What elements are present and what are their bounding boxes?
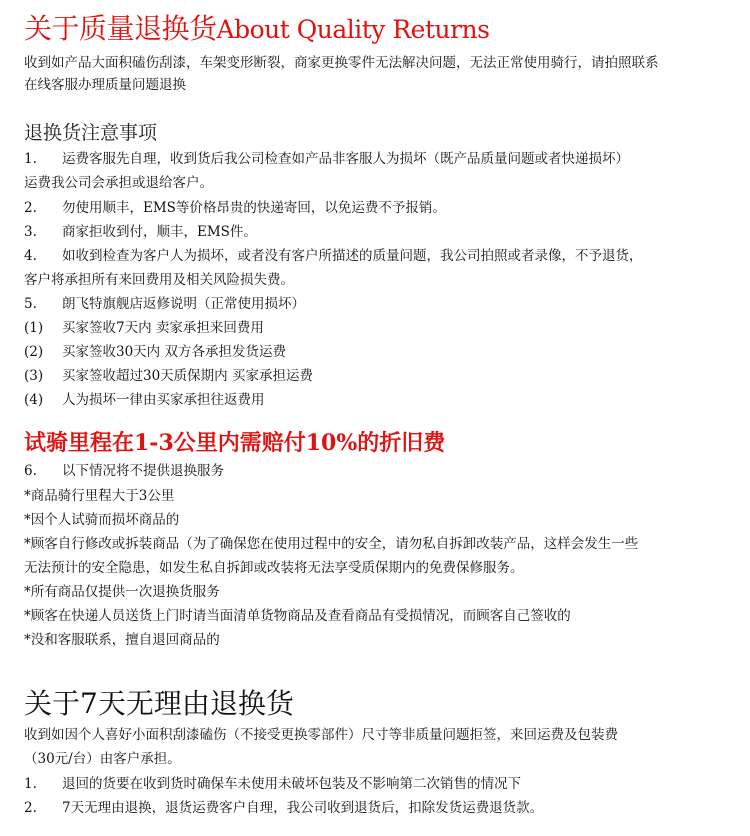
- intro-line-2: 在线客服办理质量问题退换: [24, 77, 186, 93]
- note-text: 买家签收30天内 双方各承担发货运费: [62, 344, 286, 360]
- note-text: 勿使用顺丰，EMS等价格昂贵的快递寄回，以免运费不予报销。: [62, 200, 446, 216]
- note-text: 朗飞特旗舰店返修说明（正常使用损坏）: [62, 296, 305, 312]
- note-text: 买家签收超过30天质保期内 买家承担运费: [62, 368, 313, 384]
- note-line: [24, 317, 264, 339]
- note-text: 人为损坏一律由买家承担往返费用: [62, 392, 265, 408]
- page-title: [24, 10, 489, 49]
- note-number: (4): [24, 392, 44, 408]
- note-number: 1.: [24, 151, 37, 167]
- note-line: [24, 245, 643, 267]
- note-text: 客户将承担所有来回费用及相关风险损失费。: [24, 272, 294, 288]
- exclusion-text: 以下情况将不提供退换服务: [62, 463, 224, 479]
- seven-day-heading: 关于7天无理由退换货: [24, 687, 294, 720]
- note-line: [24, 365, 313, 387]
- seven-day-line: （30元/台）由客户承担。: [24, 751, 181, 767]
- note-line: [24, 221, 257, 243]
- exclusion-line: *没和客服联系，擅自退回商品的: [24, 632, 220, 648]
- title-en: About Quality Returns: [216, 15, 490, 44]
- note-text: 运费客服先自理，收到货后我公司检查如产品非客服人为损坏（既产品质量问题或者快递损坏）: [62, 151, 629, 167]
- exclusion-line: *顾客自行修改或拆装商品（为了确保您在使用过程中的安全，请勿私自拆卸改装产品，这样会发生一些: [24, 536, 639, 552]
- note-text: 商家拒收到付，顺丰，EMS件。: [62, 224, 257, 240]
- title-zh: 关于质量退换货: [24, 12, 217, 45]
- exclusion-line: *所有商品仅提供一次退换货服务: [24, 584, 220, 600]
- note-line: [24, 293, 305, 315]
- exclusion-line: *因个人试骑而损坏商品的: [24, 512, 180, 528]
- note-text: 如收到检查为客户人为损坏，或者没有客户所描述的质量问题，我公司拍照或者录像，不予退货，: [62, 248, 643, 264]
- seven-day-text: 退回的货要在收到货时确保车未使用未破坏包装及不影响第二次销售的情况下: [62, 776, 521, 792]
- seven-day-number: 1.: [24, 776, 37, 792]
- notes-heading: 退换货注意事项: [24, 122, 158, 144]
- note-number: 3.: [24, 224, 37, 240]
- seven-day-line: [24, 797, 543, 819]
- note-number: (2): [24, 344, 44, 360]
- intro-line-1: 收到如产品大面积磕伤刮漆，车架变形断裂，商家更换零件无法解决问题，无法正常使用骑行，请拍照联系: [24, 55, 659, 71]
- seven-day-line: 收到如因个人喜好小面积刮漆磕伤（不接受更换零部件）尺寸等非质量问题拒签，来回运费及包装费: [24, 727, 618, 743]
- exclusion-line: *顾客在快递人员送货上门时请当面清单货物商品及查看商品有受损情况，而顾客自己签收的: [24, 608, 571, 624]
- seven-day-line: [24, 773, 521, 795]
- note-text: 买家签收7天内 卖家承担来回费用: [62, 320, 264, 336]
- note-line: [24, 197, 446, 219]
- note-line: [24, 172, 213, 194]
- note-line: [24, 389, 265, 411]
- note-number: (3): [24, 368, 44, 384]
- seven-day-number: 2.: [24, 800, 37, 816]
- note-text: 运费我公司会承担或退给客户。: [24, 175, 213, 191]
- note-line: [24, 341, 286, 363]
- note-number: 2.: [24, 200, 37, 216]
- mileage-heading: 试骑里程在1-3公里内需赔付10%的折旧费: [24, 430, 446, 456]
- exclusion-line: 无法预计的安全隐患，如发生私自拆卸或改装将无法享受质保期内的免费保修服务。: [24, 560, 524, 576]
- exclusion-line: [24, 460, 224, 482]
- exclusion-line: *商品骑行里程大于3公里: [24, 488, 175, 504]
- exclusion-number: 6.: [24, 463, 37, 479]
- note-line: [24, 269, 294, 291]
- note-number: 4.: [24, 248, 37, 264]
- note-number: (1): [24, 320, 44, 336]
- note-line: [24, 148, 629, 170]
- note-number: 5.: [24, 296, 37, 312]
- seven-day-text: 7天无理由退换，退货运费客户自理，我公司收到退货后，扣除发货运费退货款。: [62, 800, 544, 816]
